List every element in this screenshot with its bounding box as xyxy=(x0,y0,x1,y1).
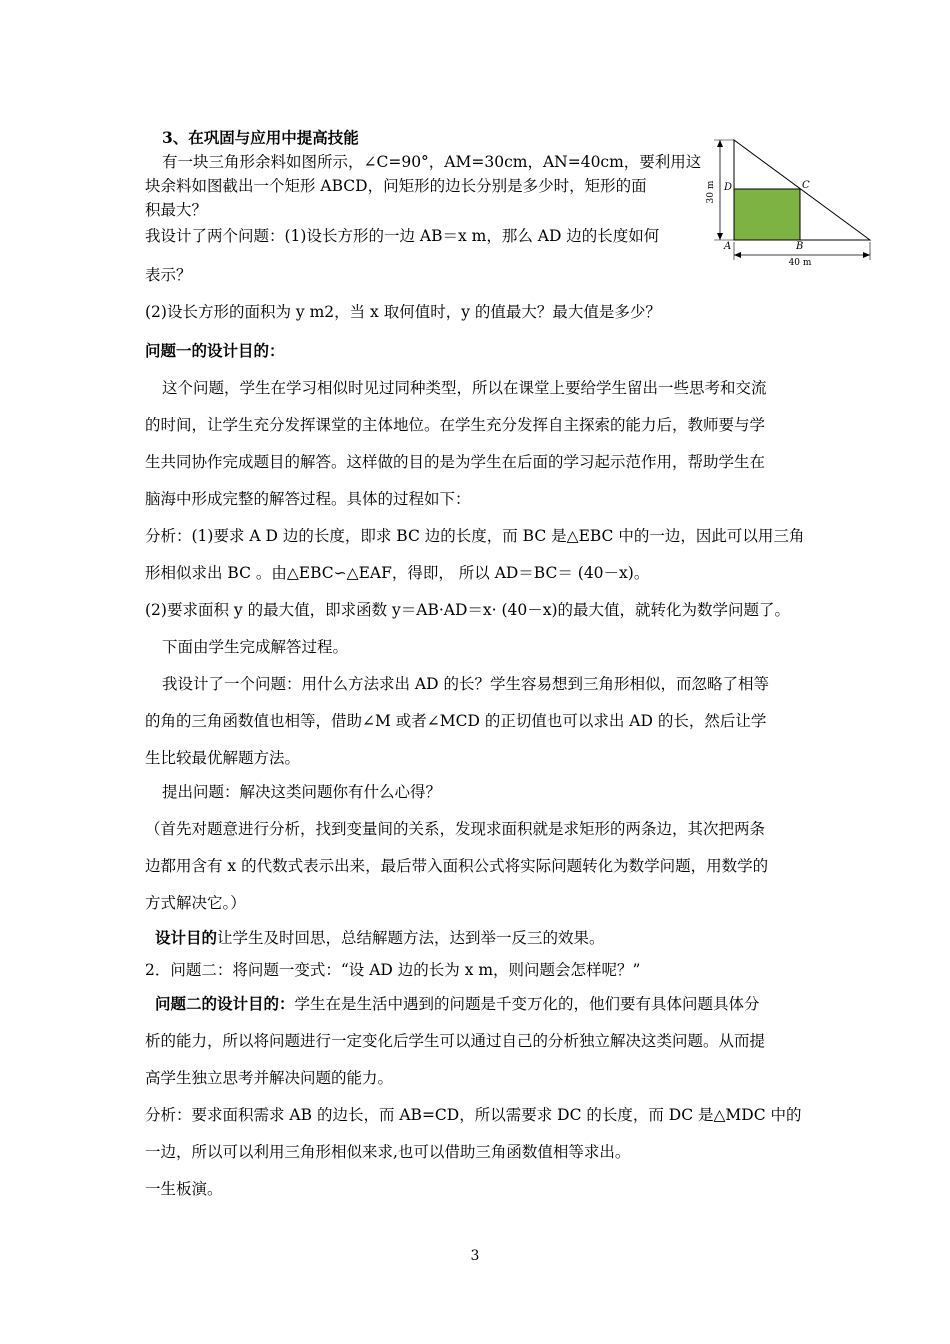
students-solve-line: 下面由学生完成解答过程。 xyxy=(162,638,349,656)
board-line: 一生板演。 xyxy=(145,1180,223,1198)
q1-para-1: 这个问题，学生在学习相似时见过同种类型，所以在课堂上要给学生留出一些思考和交流 xyxy=(162,379,767,397)
answer-paren-3: 方式解决它。） xyxy=(145,894,246,912)
rectangle-abcd xyxy=(734,189,800,240)
section-heading: 3、在巩固与应用中提高技能 xyxy=(162,128,359,147)
analysis2-line-2: 一边，所以可以利用三角形相似来求,也可以借助三角函数值相等求出。 xyxy=(145,1143,631,1161)
arrow-down-icon xyxy=(717,233,723,240)
q2-line: 2．问题二：将问题一变式：“设 AD 边的长为 x m，则问题会怎样呢？” xyxy=(145,961,641,979)
q1-purpose-title: 问题一的设计目的： xyxy=(145,341,285,360)
q2-purpose-text: 学生在是生活中遇到的问题是千变万化的，他们要有具体问题具体分 xyxy=(294,995,760,1013)
design-purpose-text: 让学生及时回思，总结解题方法，达到举一反三的效果。 xyxy=(217,929,605,947)
q1-para-3: 生共同协作完成题目的解答。这样做的目的是为学生在后面的学习起示范作用，帮助学生在 xyxy=(145,453,766,471)
analysis1-line-2: 形相似求出 BC 。由△EBC∽△EAF，得即， 所以 AD＝BC＝ (40－x)。 xyxy=(145,564,650,582)
horizontal-dimension-label: 40 m xyxy=(788,258,812,267)
problem-line-2: 块余料如图截出一个矩形 ABCD，问矩形的边长分别是多少时，矩形的面 xyxy=(145,177,647,195)
problem-line-4: 我设计了两个问题：(1)设长方形的一边 AB＝x m，那么 AD 边的长度如何 xyxy=(145,227,660,245)
analysis1-line-1: 分析：(1)要求 A D 边的长度，即求 BC 边的长度，而 BC 是△EBC 中的一边，因此可以用三角 xyxy=(145,527,805,545)
problem-line-1: 有一块三角形余料如图所示，∠C=90°，AM=30cm，AN=40cm，要利用这 xyxy=(162,153,702,171)
designed-question-1: 我设计了一个问题：用什么方法求出 AD 的长？学生容易想到三角形相似，而忽略了相等 xyxy=(162,675,769,693)
vertical-dimension-label: 30 m xyxy=(706,180,716,204)
label-a: A xyxy=(724,241,732,252)
problem-line-6: (2)设长方形的面积为 y m2，当 x 取何值时，y 的值最大？最大值是多少？ xyxy=(145,303,661,321)
label-c: C xyxy=(802,180,810,191)
q2-para-2: 析的能力，所以将问题进行一定变化后学生可以通过自己的分析独立解决这类问题。从而提 xyxy=(145,1032,766,1050)
label-b: B xyxy=(796,241,804,252)
designed-question-3: 生比较最优解题方法。 xyxy=(145,749,301,767)
label-d: D xyxy=(724,182,733,193)
q2-para-3: 高学生独立思考并解决问题的能力。 xyxy=(145,1069,394,1087)
answer-paren-2: 边都用含有 x 的代数式表示出来，最后带入面积公式将实际问题转化为数学问题，用数学的 xyxy=(145,857,769,875)
triangle-figure xyxy=(700,132,885,267)
q2-purpose-line xyxy=(155,994,760,1014)
design-purpose-label: 设计目的 xyxy=(155,928,218,947)
raise-question-line: 提出问题：解决这类问题你有什么心得？ xyxy=(162,783,442,801)
answer-paren-1: （首先对题意进行分析，找到变量间的关系，发现求面积就是求矩形的两条边，其次把两条 xyxy=(145,820,766,838)
design-purpose-line xyxy=(155,928,605,948)
arrow-left-icon xyxy=(734,252,741,258)
page-number: 3 xyxy=(470,1248,480,1264)
analysis1-line-3: (2)要求面积 y 的最大值，即求函数 y＝AB·AD＝x· (40－x)的最大值，就转化为数学问题了。 xyxy=(145,601,791,619)
q2-purpose-label: 问题二的设计目的： xyxy=(155,994,295,1013)
arrow-right-icon xyxy=(863,252,870,258)
problem-line-5: 表示？ xyxy=(145,266,192,284)
arrow-up-icon xyxy=(717,140,723,147)
problem-line-3: 积最大？ xyxy=(145,201,208,219)
q1-para-2: 的时间，让学生充分发挥课堂的主体地位。在学生充分发挥自主探索的能力后，教师要与学 xyxy=(145,416,766,434)
analysis2-line-1: 分析：要求面积需求 AB 的边长，而 AB=CD，所以需要求 DC 的长度，而 DC 是△MDC 中的 xyxy=(145,1106,802,1124)
designed-question-2: 的角的三角函数值也相等，借助∠M 或者∠MCD 的正切值也可以求出 AD 的长，然后让学 xyxy=(145,712,767,730)
q1-para-4: 脑海中形成完整的解答过程。具体的过程如下： xyxy=(145,490,471,508)
